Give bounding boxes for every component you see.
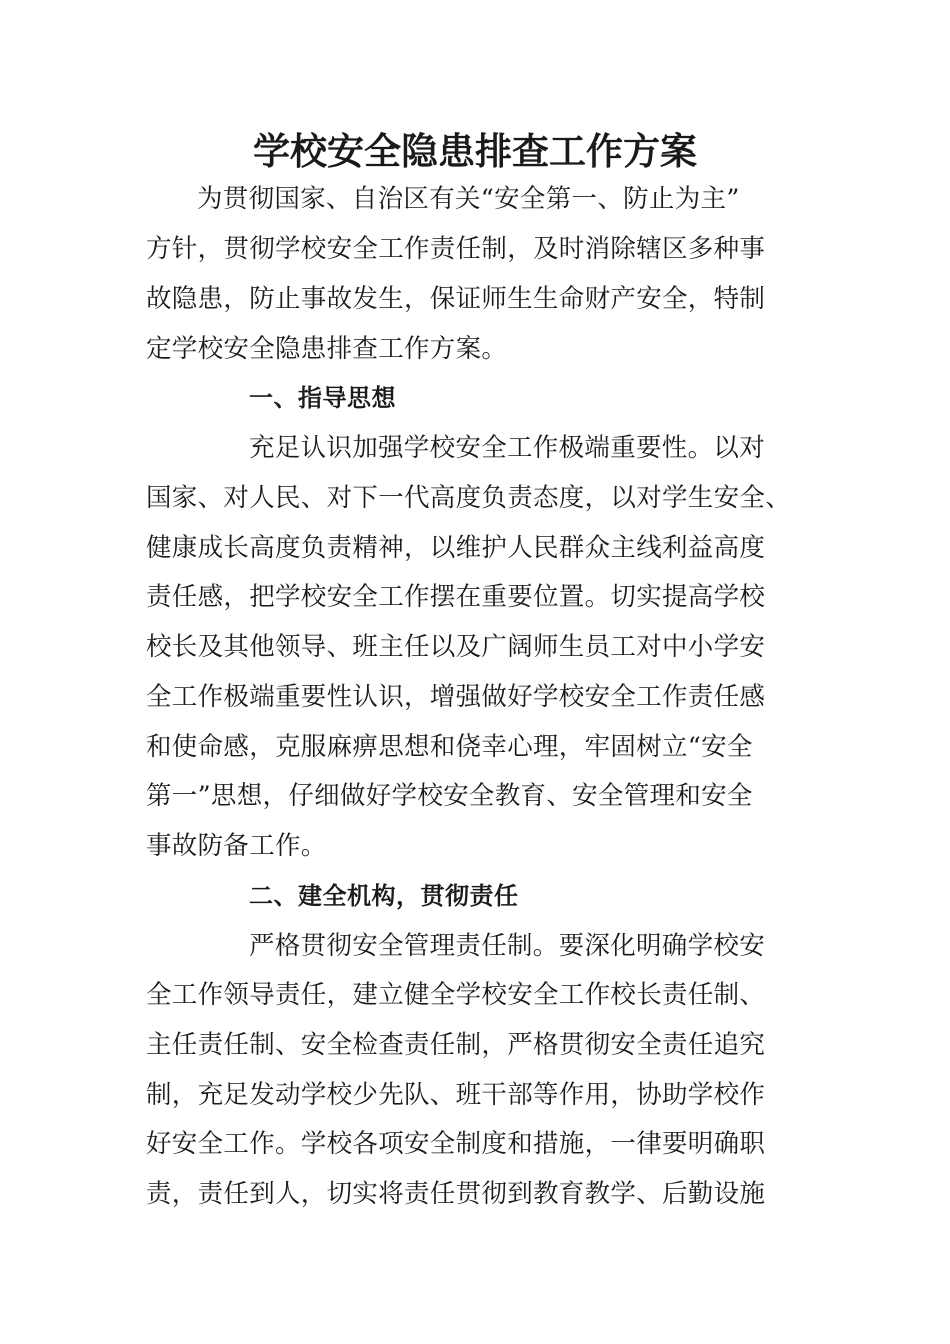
paragraph-line: 健康成长高度负责精神，以维护人民群众主线利益高度 bbox=[146, 533, 766, 563]
paragraph-line: 校长及其他领导、班主任以及广阔师生员工对中小学安 bbox=[146, 632, 766, 662]
paragraph-line: 第一”思想，仔细做好学校安全教育、安全管理和安全 bbox=[146, 781, 753, 811]
section-heading: 一、指导思想 bbox=[249, 384, 396, 412]
intro-line: 故隐患，防止事故发生，保证师生生命财产安全，特制 bbox=[146, 284, 766, 314]
paragraph-line: 严格贯彻安全管理责任制。要深化明确学校安 bbox=[249, 931, 766, 961]
paragraph-line: 事故防备工作。 bbox=[146, 831, 327, 861]
intro-line: 为贯彻国家、自治区有关“安全第一、防止为主” bbox=[197, 184, 740, 214]
paragraph-line: 主任责任制、安全检查责任制，严格贯彻安全责任追究 bbox=[146, 1030, 766, 1060]
section-heading: 二、建全机构，贯彻责任 bbox=[249, 882, 519, 910]
paragraph-line: 好安全工作。学校各项安全制度和措施，一律要明确职 bbox=[146, 1129, 766, 1159]
paragraph-line: 国家、对人民、对下一代高度负责态度，以对学生安全、 bbox=[146, 483, 792, 513]
paragraph-line: 和使命感，克服麻痹思想和侥幸心理，牢固树立“安全 bbox=[146, 732, 753, 762]
paragraph-line: 全工作极端重要性认识，增强做好学校安全工作责任感 bbox=[146, 682, 766, 712]
paragraph-line: 制，充足发动学校少先队、班干部等作用，协助学校作 bbox=[146, 1080, 766, 1110]
document-title: 学校安全隐患排查工作方案 bbox=[253, 129, 697, 173]
paragraph-line: 全工作领导责任，建立健全学校安全工作校长责任制、 bbox=[146, 980, 766, 1010]
intro-line: 方针，贯彻学校安全工作责任制，及时消除辖区多种事 bbox=[146, 234, 766, 264]
paragraph-line: 责任感，把学校安全工作摆在重要位置。切实提高学校 bbox=[146, 582, 766, 612]
intro-line: 定学校安全隐患排查工作方案。 bbox=[146, 334, 508, 364]
paragraph-line: 充足认识加强学校安全工作极端重要性。以对 bbox=[249, 433, 766, 463]
paragraph-line: 责，责任到人，切实将责任贯彻到教育教学、后勤设施 bbox=[146, 1179, 766, 1209]
